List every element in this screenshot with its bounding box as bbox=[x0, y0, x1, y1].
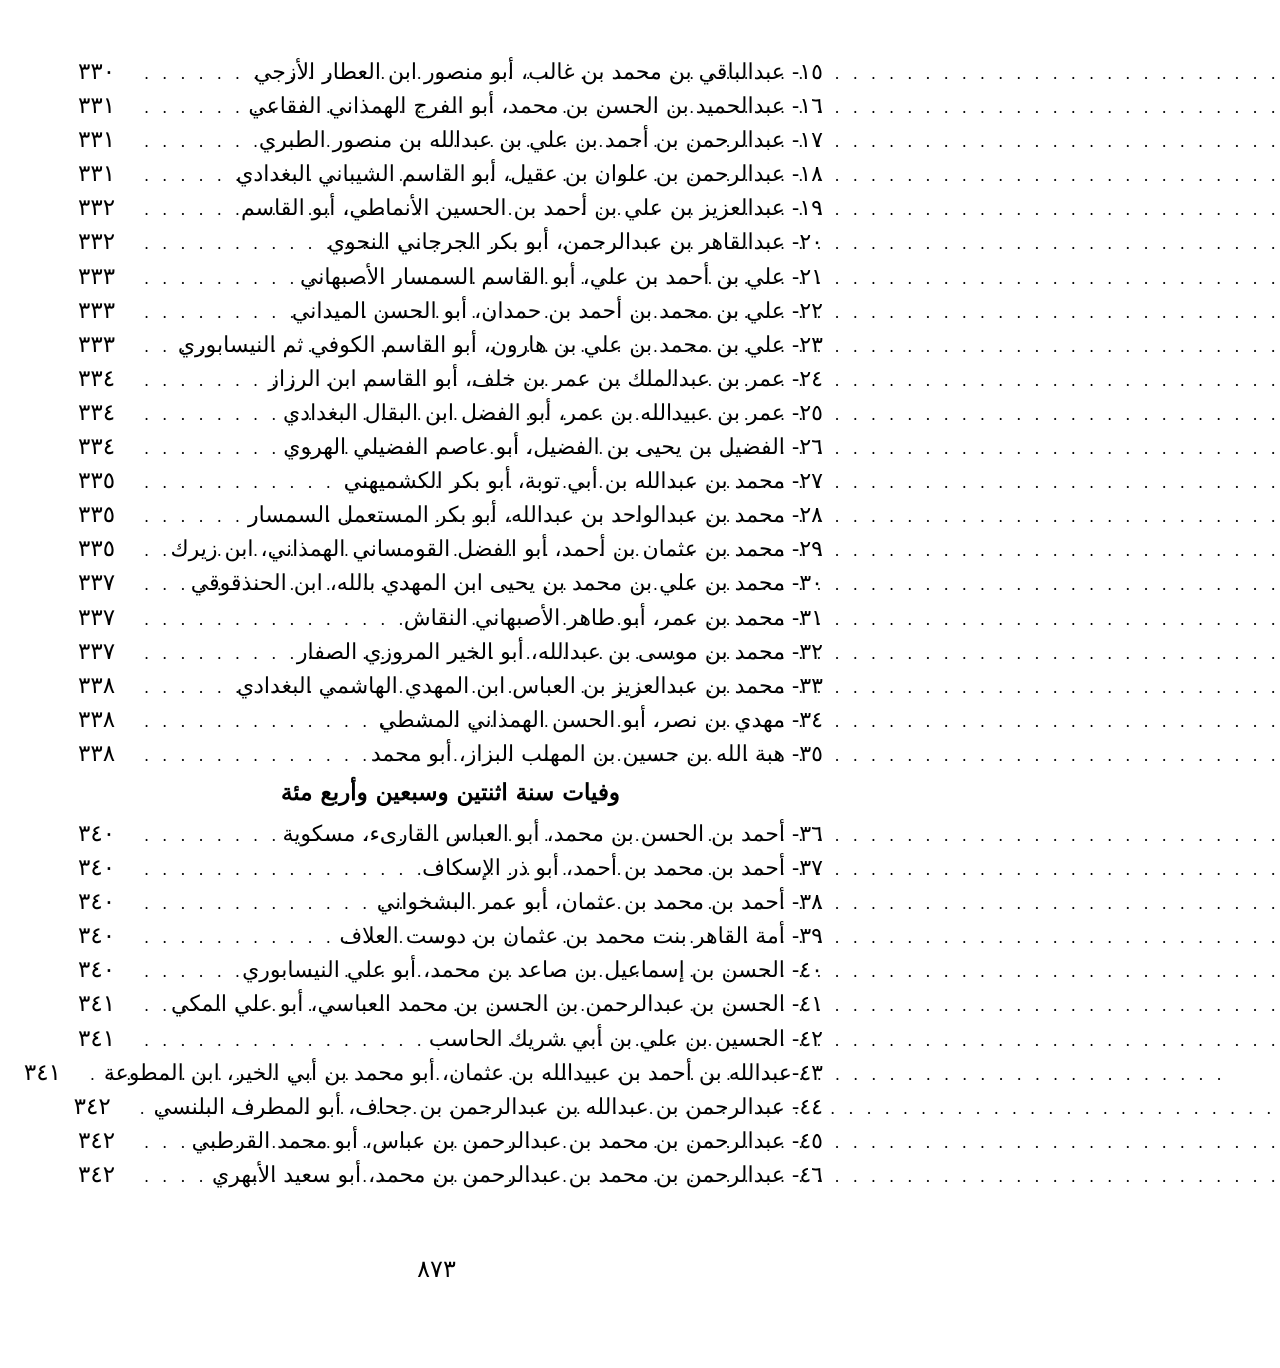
toc-entry bbox=[78, 362, 823, 396]
toc-entry-page: ٣٣٣ bbox=[78, 263, 116, 290]
dot-leader bbox=[140, 227, 328, 261]
dot-leader bbox=[140, 364, 268, 398]
toc-entry-page: ٣٤٠ bbox=[78, 923, 116, 950]
toc-entry-title: ٣٠- محمد بن علي بن محمد بن يحيى ابن المهدي بالله، ابن الحنذقوقي bbox=[190, 571, 823, 597]
dot-leader bbox=[140, 330, 178, 364]
dot-leader bbox=[140, 1024, 429, 1058]
toc-list-after bbox=[23, 817, 823, 1192]
dot-leader bbox=[140, 398, 283, 432]
dot-leader bbox=[140, 466, 344, 500]
toc-entry-title: ٣٧- أحمد بن محمد بن أحمد، أبو ذر الإسكاف bbox=[422, 856, 823, 882]
dot-leader bbox=[140, 921, 339, 955]
dot-leader bbox=[140, 955, 242, 989]
toc-entry bbox=[78, 328, 823, 362]
toc-entry-page: ٣٣٨ bbox=[78, 706, 116, 733]
toc-entry-page: ٣٣٣ bbox=[78, 297, 116, 324]
toc-entry bbox=[78, 191, 823, 225]
toc-entry bbox=[78, 464, 823, 498]
dot-leader bbox=[140, 603, 404, 637]
toc-entry bbox=[78, 123, 823, 157]
toc-entry bbox=[78, 703, 823, 737]
toc-entry bbox=[78, 1158, 823, 1192]
toc-entry-page: ٣٣٣ bbox=[78, 331, 116, 358]
dot-leader bbox=[140, 853, 422, 887]
toc-entry bbox=[78, 532, 823, 566]
dot-leader bbox=[140, 296, 292, 330]
toc-entry bbox=[78, 987, 823, 1021]
toc-entry bbox=[78, 430, 823, 464]
section-heading: وفيات سنة اثنتين وسبعين وأربع مئة bbox=[280, 779, 621, 806]
toc-entry-page: ٣٣٧ bbox=[78, 570, 116, 597]
toc-entry-title: ٢٥- عمر بن عبيدالله بن عمر، أبو الفضل ابن البقال البغدادي bbox=[283, 400, 823, 426]
toc-entry-page: ٣٣٢ bbox=[78, 195, 116, 222]
dot-leader bbox=[140, 568, 191, 602]
toc-entry bbox=[78, 260, 823, 294]
toc-entry-page: ٣٣٢ bbox=[78, 229, 116, 256]
toc-entry-title: ٢٨- محمد بن عبدالواحد بن عبدالله، أبو بكر المستعمل السمسار bbox=[248, 503, 823, 529]
toc-entry-title: ٢٢- علي بن محمد بن أحمد بن حمدان، أبو الحسن الميداني bbox=[291, 298, 823, 324]
toc-entry bbox=[78, 55, 823, 89]
toc-entry-page: ٣٣٤ bbox=[78, 434, 116, 461]
toc-entry-title: ٤٥- عبدالرحمن بن محمد بن عبدالرحمن بن عباس، أبو محمد القرطبي bbox=[191, 1128, 823, 1154]
dot-leader bbox=[140, 1126, 192, 1160]
toc-entry-page: ٣٣٤ bbox=[78, 365, 116, 392]
toc-entry-page: ٣٣١ bbox=[78, 161, 116, 188]
toc-entry-page: ٣٣٨ bbox=[78, 740, 116, 767]
toc-entry-title: ١٥- عبدالباقي بن محمد بن غالب، أبو منصور ابن العطار الأزجي bbox=[253, 60, 823, 85]
toc-entry bbox=[78, 919, 823, 953]
toc-entry-title: ١٩- عبدالعزيز بن علي بن أحمد بن الحسين الأنماطي، أبو القاسم bbox=[241, 196, 823, 222]
toc-entry bbox=[78, 737, 823, 771]
toc-entry bbox=[78, 294, 823, 328]
dot-leader bbox=[140, 432, 283, 466]
toc-entry-page: ٣٣١ bbox=[78, 127, 116, 154]
toc-entry-title: ٣٢- محمد بن موسى بن عبدالله، أبو الخير المروزي الصفار bbox=[296, 639, 823, 665]
dot-leader bbox=[140, 739, 371, 773]
toc-entry bbox=[78, 498, 823, 532]
toc-entry-page: ٣٤٢ bbox=[73, 1093, 111, 1120]
toc-entry bbox=[78, 885, 823, 919]
toc-entry-title: ٣٩- أمة القاهر بنت محمد بن عثمان بن دوست العلاف bbox=[339, 924, 823, 950]
dot-leader bbox=[140, 1160, 212, 1194]
toc-entry-title: ٣٨- أحمد بن محمد بن عثمان، أبو عمر البشخواني bbox=[376, 890, 823, 916]
toc-entry bbox=[78, 669, 823, 703]
dot-leader bbox=[86, 1058, 104, 1092]
toc-entry-page: ٣٤٢ bbox=[78, 1127, 116, 1154]
dot-leader bbox=[140, 671, 237, 705]
toc-entry-page: ٣٣٧ bbox=[78, 604, 116, 631]
dot-leader bbox=[140, 637, 297, 671]
page-number: ٨٧٣ bbox=[417, 1255, 456, 1283]
dot-leader bbox=[140, 125, 259, 159]
dot-leader bbox=[140, 705, 379, 739]
toc-entry-page: ٣٣٤ bbox=[78, 399, 116, 426]
toc-entry-page: ٣٣٥ bbox=[78, 502, 116, 529]
toc-entry-title: ٢٦- الفضيل بن يحيى بن الفضيل، أبو عاصم الفضيلي الهروي bbox=[283, 435, 823, 461]
toc-entry-title: ١٧- عبدالرحمن بن أحمد بن علي بن عبدالله بن منصور الطبري bbox=[258, 128, 823, 154]
toc-entry-title: ٤٦- عبدالرحمن بن محمد بن عبدالرحمن بن محمد، أبو سعيد الأبهري bbox=[211, 1162, 823, 1188]
toc-entry bbox=[73, 1090, 823, 1124]
dot-leader bbox=[140, 91, 248, 125]
toc-entry-page: ٣٣٥ bbox=[78, 536, 116, 563]
toc-entry-title: ١٨- عبدالرحمن بن علوان بن عقيل، أبو القاسم الشيباني البغدادي bbox=[236, 162, 823, 188]
dot-leader bbox=[140, 262, 300, 296]
toc-entry-page: ٣٤١ bbox=[78, 1025, 116, 1052]
toc-list-before bbox=[78, 55, 823, 771]
dot-leader bbox=[140, 819, 283, 853]
toc-entry-page: ٣٣٧ bbox=[78, 638, 116, 665]
toc-entry bbox=[78, 635, 823, 669]
toc-entry bbox=[78, 225, 823, 259]
toc-entry bbox=[78, 601, 823, 635]
toc-entry-title: ٤٣-عبدالله بن أحمد بن عبيدالله بن عثمان، أبو محمد بن أبي الخير، ابن المطوعة bbox=[103, 1060, 823, 1086]
toc-entry-title: ١٦- عبدالحميد بن الحسن بن محمد، أبو الفرج الهمذاني الفقاعي bbox=[248, 94, 823, 120]
toc-entry-title: ٤٤- عبدالرحمن بن عبدالله بن عبدالرحمن بن جحاف، أبو المطرف البلنسي bbox=[153, 1094, 823, 1120]
toc-entry bbox=[23, 1056, 823, 1090]
dot-leader bbox=[140, 989, 171, 1023]
toc-entry bbox=[78, 953, 823, 987]
toc-entry-page: ٣٣٥ bbox=[78, 468, 116, 495]
toc-entry-title: ٢٤- عمر بن عبدالملك بن عمر بن خلف، أبو القاسم ابن الرزاز bbox=[268, 366, 823, 392]
toc-entry-page: ٣٣٨ bbox=[78, 672, 116, 699]
toc-entry bbox=[78, 1124, 823, 1158]
toc-entry-page: ٣٣٠ bbox=[78, 59, 116, 85]
toc-entry-title: ٢١- علي بن أحمد بن علي، أبو القاسم السمسار الأصبهاني bbox=[299, 264, 823, 290]
toc-entry-page: ٣٤٠ bbox=[78, 821, 116, 847]
dot-leader bbox=[140, 57, 254, 91]
toc-entry-page: ٣٤٠ bbox=[78, 957, 116, 984]
toc-entry bbox=[78, 566, 823, 600]
toc-entry-page: ٣٤٠ bbox=[78, 855, 116, 882]
toc-entry-title: ٤١- الحسن بن عبدالرحمن بن الحسن بن محمد العباسي، أبو علي المكي bbox=[171, 992, 823, 1018]
dot-leader bbox=[140, 193, 241, 227]
toc-entry bbox=[78, 817, 823, 851]
toc-entry-title: ٢٩- محمد بن عثمان بن أحمد، أبو الفضل القومساني الهمذاني، ابن زيرك bbox=[170, 537, 823, 563]
dot-leader bbox=[140, 887, 377, 921]
toc-entry bbox=[78, 396, 823, 430]
toc-entry bbox=[78, 89, 823, 123]
toc-entry-title: ٢٣- علي بن محمد بن علي بن هارون، أبو القاسم الكوفي ثم النيسابوري bbox=[177, 332, 823, 358]
toc-entry bbox=[78, 1022, 823, 1056]
dot-leader bbox=[136, 1092, 154, 1126]
toc-entry-title: ٣٥- هبة الله بن حسين بن المهلب البزاز، أبو محمد bbox=[370, 741, 823, 767]
toc-entry-title: ٢٧- محمد بن عبدالله بن أبي توبة، أبو بكر الكشميهني bbox=[343, 469, 823, 495]
toc-entry-page: ٣٣١ bbox=[78, 93, 116, 120]
dot-leader bbox=[140, 534, 171, 568]
dot-leader bbox=[140, 159, 236, 193]
toc-entry-title: ٣١- محمد بن عمر، أبو طاهر الأصبهاني النقاش bbox=[403, 605, 823, 631]
dot-leader bbox=[140, 500, 248, 534]
toc-entry-title: ٤٠- الحسن بن إسماعيل بن صاعد بن محمد، أبو علي النيسابوري bbox=[242, 958, 823, 984]
toc-entry-title: ٣٣- محمد بن عبدالعزيز بن العباس ابن المهدي الهاشمي البغدادي bbox=[236, 673, 823, 699]
toc-entry bbox=[78, 851, 823, 885]
toc-entry-page: ٣٤١ bbox=[23, 1059, 61, 1086]
toc-entry bbox=[78, 157, 823, 191]
toc-entry-title: ٣٤- مهدي بن نصر، أبو الحسن الهمذاني المشطي bbox=[378, 707, 823, 733]
toc-entry-page: ٣٤٢ bbox=[78, 1161, 116, 1188]
toc-entry-title: ٢٠- عبدالقاهر بن عبدالرحمن، أبو بكر الجرجاني النحوي bbox=[327, 230, 823, 256]
toc-entry-title: ٤٢- الحسين بن علي بن أبي شريك الحاسب bbox=[428, 1026, 823, 1052]
toc-entry-title: ٣٦- أحمد بن الحسن بن محمد، أبو العباس القارىء، مسكوية bbox=[282, 822, 823, 847]
toc-entry-page: ٣٤٠ bbox=[78, 889, 116, 916]
toc-entry-page: ٣٤١ bbox=[78, 991, 116, 1018]
